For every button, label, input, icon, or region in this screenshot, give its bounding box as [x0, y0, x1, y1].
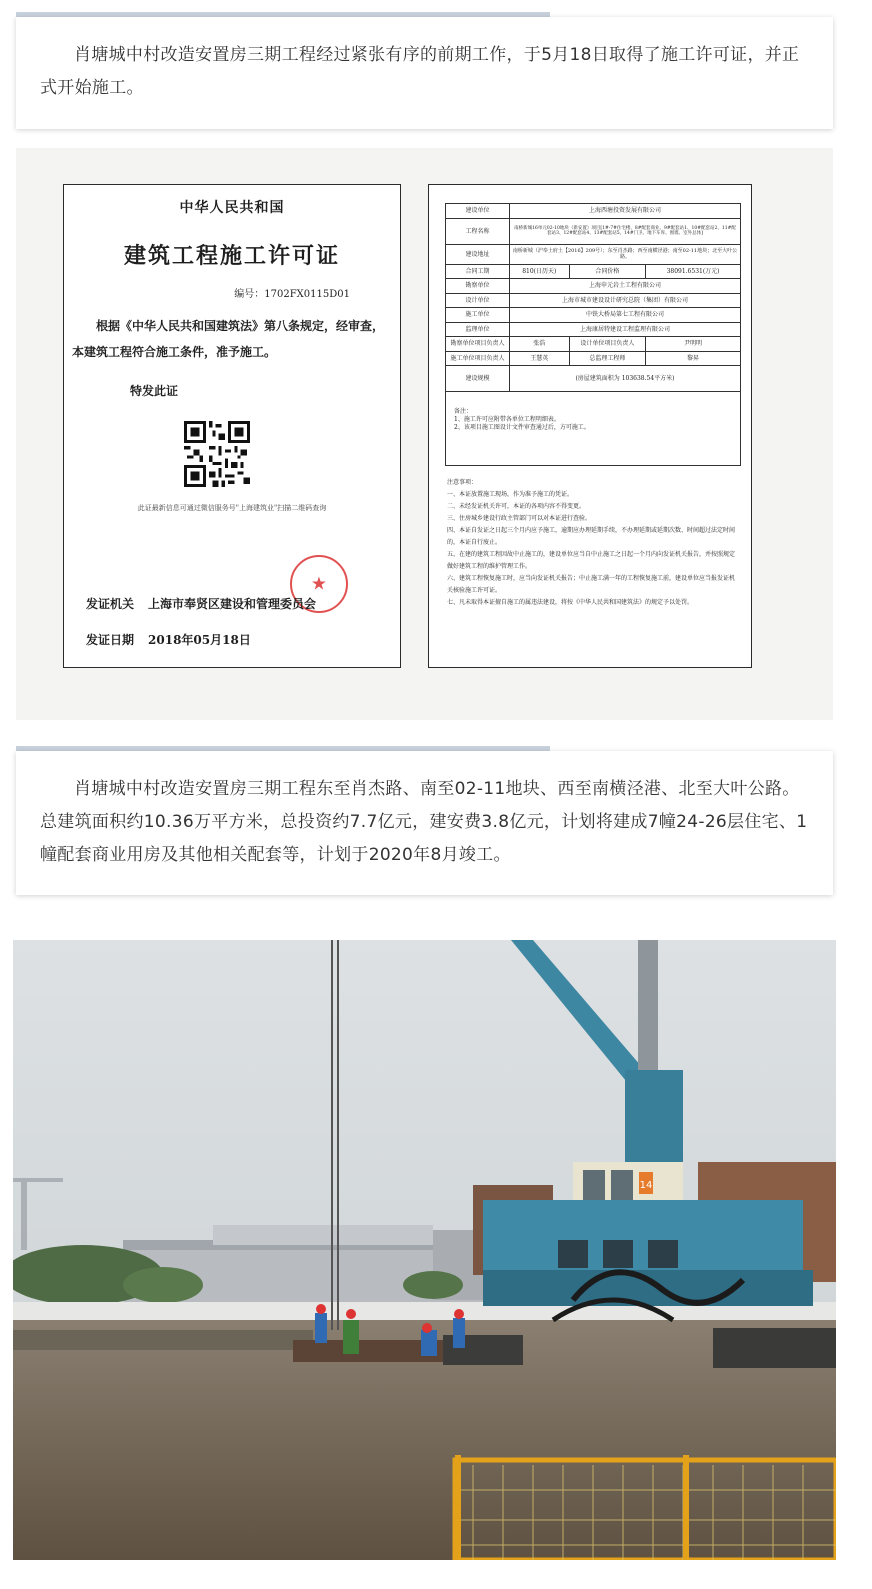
table-row: 施工单位项目负责人 王慧英 总监理工程师 黎昇: [446, 351, 741, 366]
table-row: 勘察单位项目负责人 张浩 设计单位项目负责人 尹明明: [446, 337, 741, 352]
cert-date: [86, 631, 251, 648]
cert-issuer-label: 发证机关: [86, 597, 135, 611]
table-row: 监理单位 上海康居特建设工程监理有限公司: [446, 322, 741, 337]
cert-clause: 根据《中华人民共和国建筑法》第八条规定，经审查，本建筑工程符合施工条件，准予施工。: [72, 319, 385, 359]
notes-line: 二、未经发证机关许可，本证的各项内容不得变更。: [447, 503, 586, 510]
cert-number: 编号：1702FX0115D01: [234, 289, 350, 300]
cert-issuer-value: 上海市奉贤区建设和管理委员会: [148, 597, 317, 611]
cert-country: 中华人民共和国: [179, 200, 285, 216]
cert-special: 特发此证: [130, 384, 179, 398]
rig-marker: 14: [639, 1180, 653, 1191]
notes-line: 一、本证放置施工现场，作为准予施工的凭证。: [447, 491, 574, 498]
detail-paragraph: 肖塘城中村改造安置房三期工程东至肖杰路、南至02-11地块、西至南横泾港、北至大叶公路。总建筑面积约10.36万平方米，总投资约7.7亿元，建安费3.8亿元，计划将建成7幢24-26层住宅、1幢配套商业用房及其他相关配套等，计划于2020年8月竣工。: [40, 779, 808, 865]
table-row: 工程名称 南桥新城16单元02-10地块（新安置）项目[1#-7#住宅楼、8#配套商业、9#配套站1、10#配套站2、11#配套站3、12#配套站4、13#配套站5、14#门卫、地下车库、围墙、室外总体]: [446, 218, 741, 244]
cert-issuer: [86, 595, 316, 612]
table-row: 施工单位 中铁大桥局第七工程有限公司: [446, 308, 741, 323]
remarks-line: 1、施工许可应附带各单位工程明细表。: [454, 416, 560, 423]
permit-remarks: [445, 386, 741, 466]
cert-date-label: 发证日期: [86, 633, 135, 647]
notes-line: 四、本证自发证之日起三个月内应予施工，逾期应办理延期手续，不办理延期或延期次数、时间超过法定时间的，本证自行废止。: [447, 527, 736, 546]
permit-details-table: [445, 203, 741, 392]
intro-card: [16, 17, 833, 129]
cert-qr-note: 此证最新信息可通过微信服务号"上海建筑业"扫描二维码查询: [137, 504, 327, 512]
table-row: 建设单位 上海西塘投资发展有限公司: [446, 204, 741, 219]
notes-line: 五、在建的建筑工程因故中止施工的，建设单位应当自中止施工之日起一个月内向发证机关报告，并按照规定做好建筑工程的维护管理工作。: [447, 551, 736, 570]
remarks-line: 2、该项目施工图设计文件审查通过后，方可施工。: [454, 424, 590, 431]
intro-paragraph: 肖塘城中村改造安置房三期工程经过紧张有序的前期工作，于5月18日取得了施工许可证，并正式开始施工。: [40, 45, 800, 98]
notes-line: 七、凡未取得本证擅自施工的属违法建设，将按《中华人民共和国建筑法》的规定予以处罚。: [447, 599, 694, 606]
table-row: 勘察单位 上海申元岩土工程有限公司: [446, 279, 741, 294]
qr-code-icon: [184, 421, 250, 487]
remarks-title: 备注：: [454, 408, 473, 415]
permit-certificate-front: [63, 184, 401, 668]
table-row: 建设规模 (房屋建筑面积为 103638.54平方米): [446, 366, 741, 392]
permit-notes: [447, 477, 739, 609]
cert-title: 建筑工程施工许可证: [123, 243, 340, 269]
table-row: 合同工期 810(日历天) 合同价格 38091.6531(万元): [446, 264, 741, 279]
notes-line: 三、住房城乡建设行政主管部门可以对本证进行查验。: [447, 515, 592, 522]
cert-date-value: 2018年05月18日: [148, 633, 251, 647]
table-row: 建设地址 南桥新城（沪奉土府土【2016】209号）；东至肖杰路；西至南横泾港；南至02-11地块；北至大叶公路。: [446, 244, 741, 264]
permit-certificate-back: [428, 184, 752, 668]
permit-photo: [16, 148, 833, 720]
detail-card: [16, 751, 833, 895]
construction-site-photo: [13, 940, 836, 1560]
notes-line: 六、建筑工程恢复施工时，应当向发证机关报告；中止施工满一年的工程恢复施工前，建设单位应当报发证机关核验施工许可证。: [447, 575, 736, 594]
notes-title: 注意事项：: [447, 479, 478, 486]
table-row: 设计单位 上海市城市建设设计研究总院（集团）有限公司: [446, 293, 741, 308]
official-seal-icon: ★: [290, 555, 348, 613]
